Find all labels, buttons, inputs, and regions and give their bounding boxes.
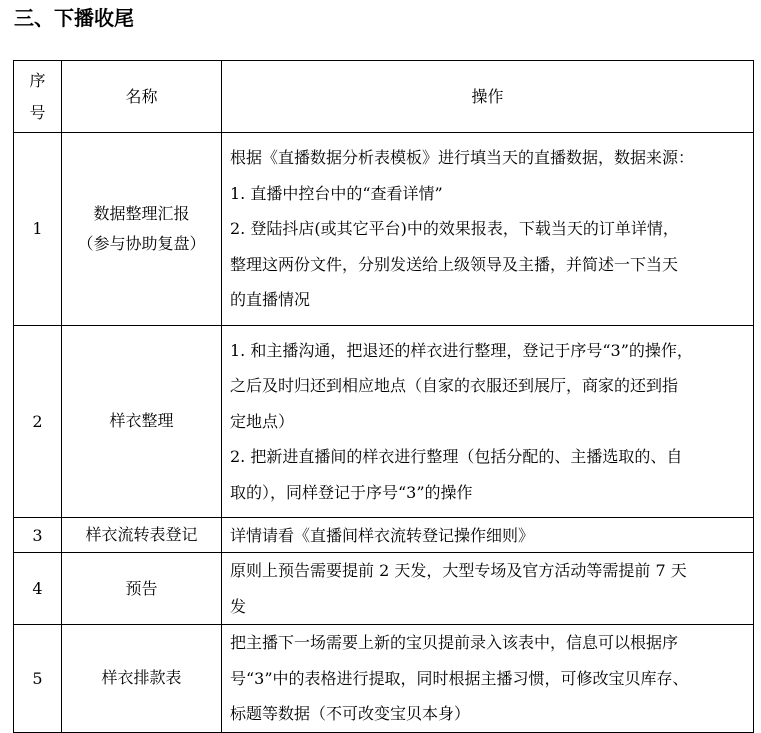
row-name-line: 样衣整理 xyxy=(109,411,174,431)
row-op xyxy=(222,325,754,518)
row-name xyxy=(62,625,222,733)
table-row xyxy=(14,325,754,518)
row-name-line: 预告 xyxy=(125,578,158,598)
header-op: 操作 xyxy=(222,61,754,133)
row-name xyxy=(62,133,222,326)
table-row xyxy=(14,625,754,733)
row-op-line: 取的），同样登记于序号“3”的操作 xyxy=(230,482,473,502)
row-op-line: 之后及时归还到相应地点（自家的衣服还到展厅，商家的还到指 xyxy=(230,376,679,395)
operations-table xyxy=(13,60,754,733)
table-header-row xyxy=(14,61,754,133)
row-name xyxy=(62,518,222,553)
table-row xyxy=(14,553,754,625)
header-name: 名称 xyxy=(62,61,222,133)
row-no: 3 xyxy=(14,518,62,553)
table-row xyxy=(14,133,754,326)
row-op-line: 1. 直播中控台中的“查看详情” xyxy=(230,183,443,203)
row-op xyxy=(222,133,754,326)
row-op-line: 2. 登陆抖店(或其它平台)中的效果报表，下载当天的订单详情， xyxy=(230,219,679,238)
header-no-line: 号 xyxy=(29,102,46,122)
row-op-line: 号“3”中的表格进行提取，同时根据主播习惯，可修改宝贝库存、 xyxy=(230,668,689,688)
header-no-line: 序 xyxy=(29,70,46,90)
row-no: 1 xyxy=(14,133,62,326)
row-op xyxy=(222,625,754,733)
row-name-line: 样衣排款表 xyxy=(101,668,182,688)
header-no xyxy=(14,61,62,133)
row-no: 4 xyxy=(14,553,62,625)
row-op-line: 2. 把新进直播间的样衣进行整理（包括分配的、主播选取的、自 xyxy=(230,447,683,466)
row-op-line: 整理这两份文件，分别发送给上级领导及主播，并简述一下当天 xyxy=(230,254,679,274)
row-name-line: 数据整理汇报 xyxy=(93,203,190,223)
row-no: 5 xyxy=(14,625,62,733)
row-name xyxy=(62,325,222,518)
row-name-line: 样衣流转表登记 xyxy=(85,525,198,544)
row-op xyxy=(222,553,754,625)
row-op-line: 定地点） xyxy=(230,411,295,431)
row-op-line: 标题等数据（不可改变宝贝本身） xyxy=(230,704,471,723)
row-op-line: 把主播下一场需要上新的宝贝提前录入该表中，信息可以根据序 xyxy=(230,633,679,652)
row-op xyxy=(222,518,754,553)
row-op-line: 1. 和主播沟通，把退还的样衣进行整理，登记于序号“3”的操作， xyxy=(230,340,693,360)
row-op-line: 的直播情况 xyxy=(230,290,311,309)
row-op-line: 详情请看《直播间样衣流转登记操作细则》 xyxy=(230,525,535,545)
row-name xyxy=(62,553,222,625)
row-no: 2 xyxy=(14,325,62,518)
row-op-line: 发 xyxy=(230,596,247,616)
row-name-line: （参与协助复盘） xyxy=(77,233,206,253)
section-title: 三、下播收尾 xyxy=(14,6,134,30)
table-row xyxy=(14,518,754,553)
row-op-line: 根据《直播数据分析表模板》进行填当天的直播数据，数据来源： xyxy=(230,148,695,167)
row-op-line: 原则上预告需要提前 2 天发，大型专场及官方活动等需提前 7 天 xyxy=(230,561,687,580)
